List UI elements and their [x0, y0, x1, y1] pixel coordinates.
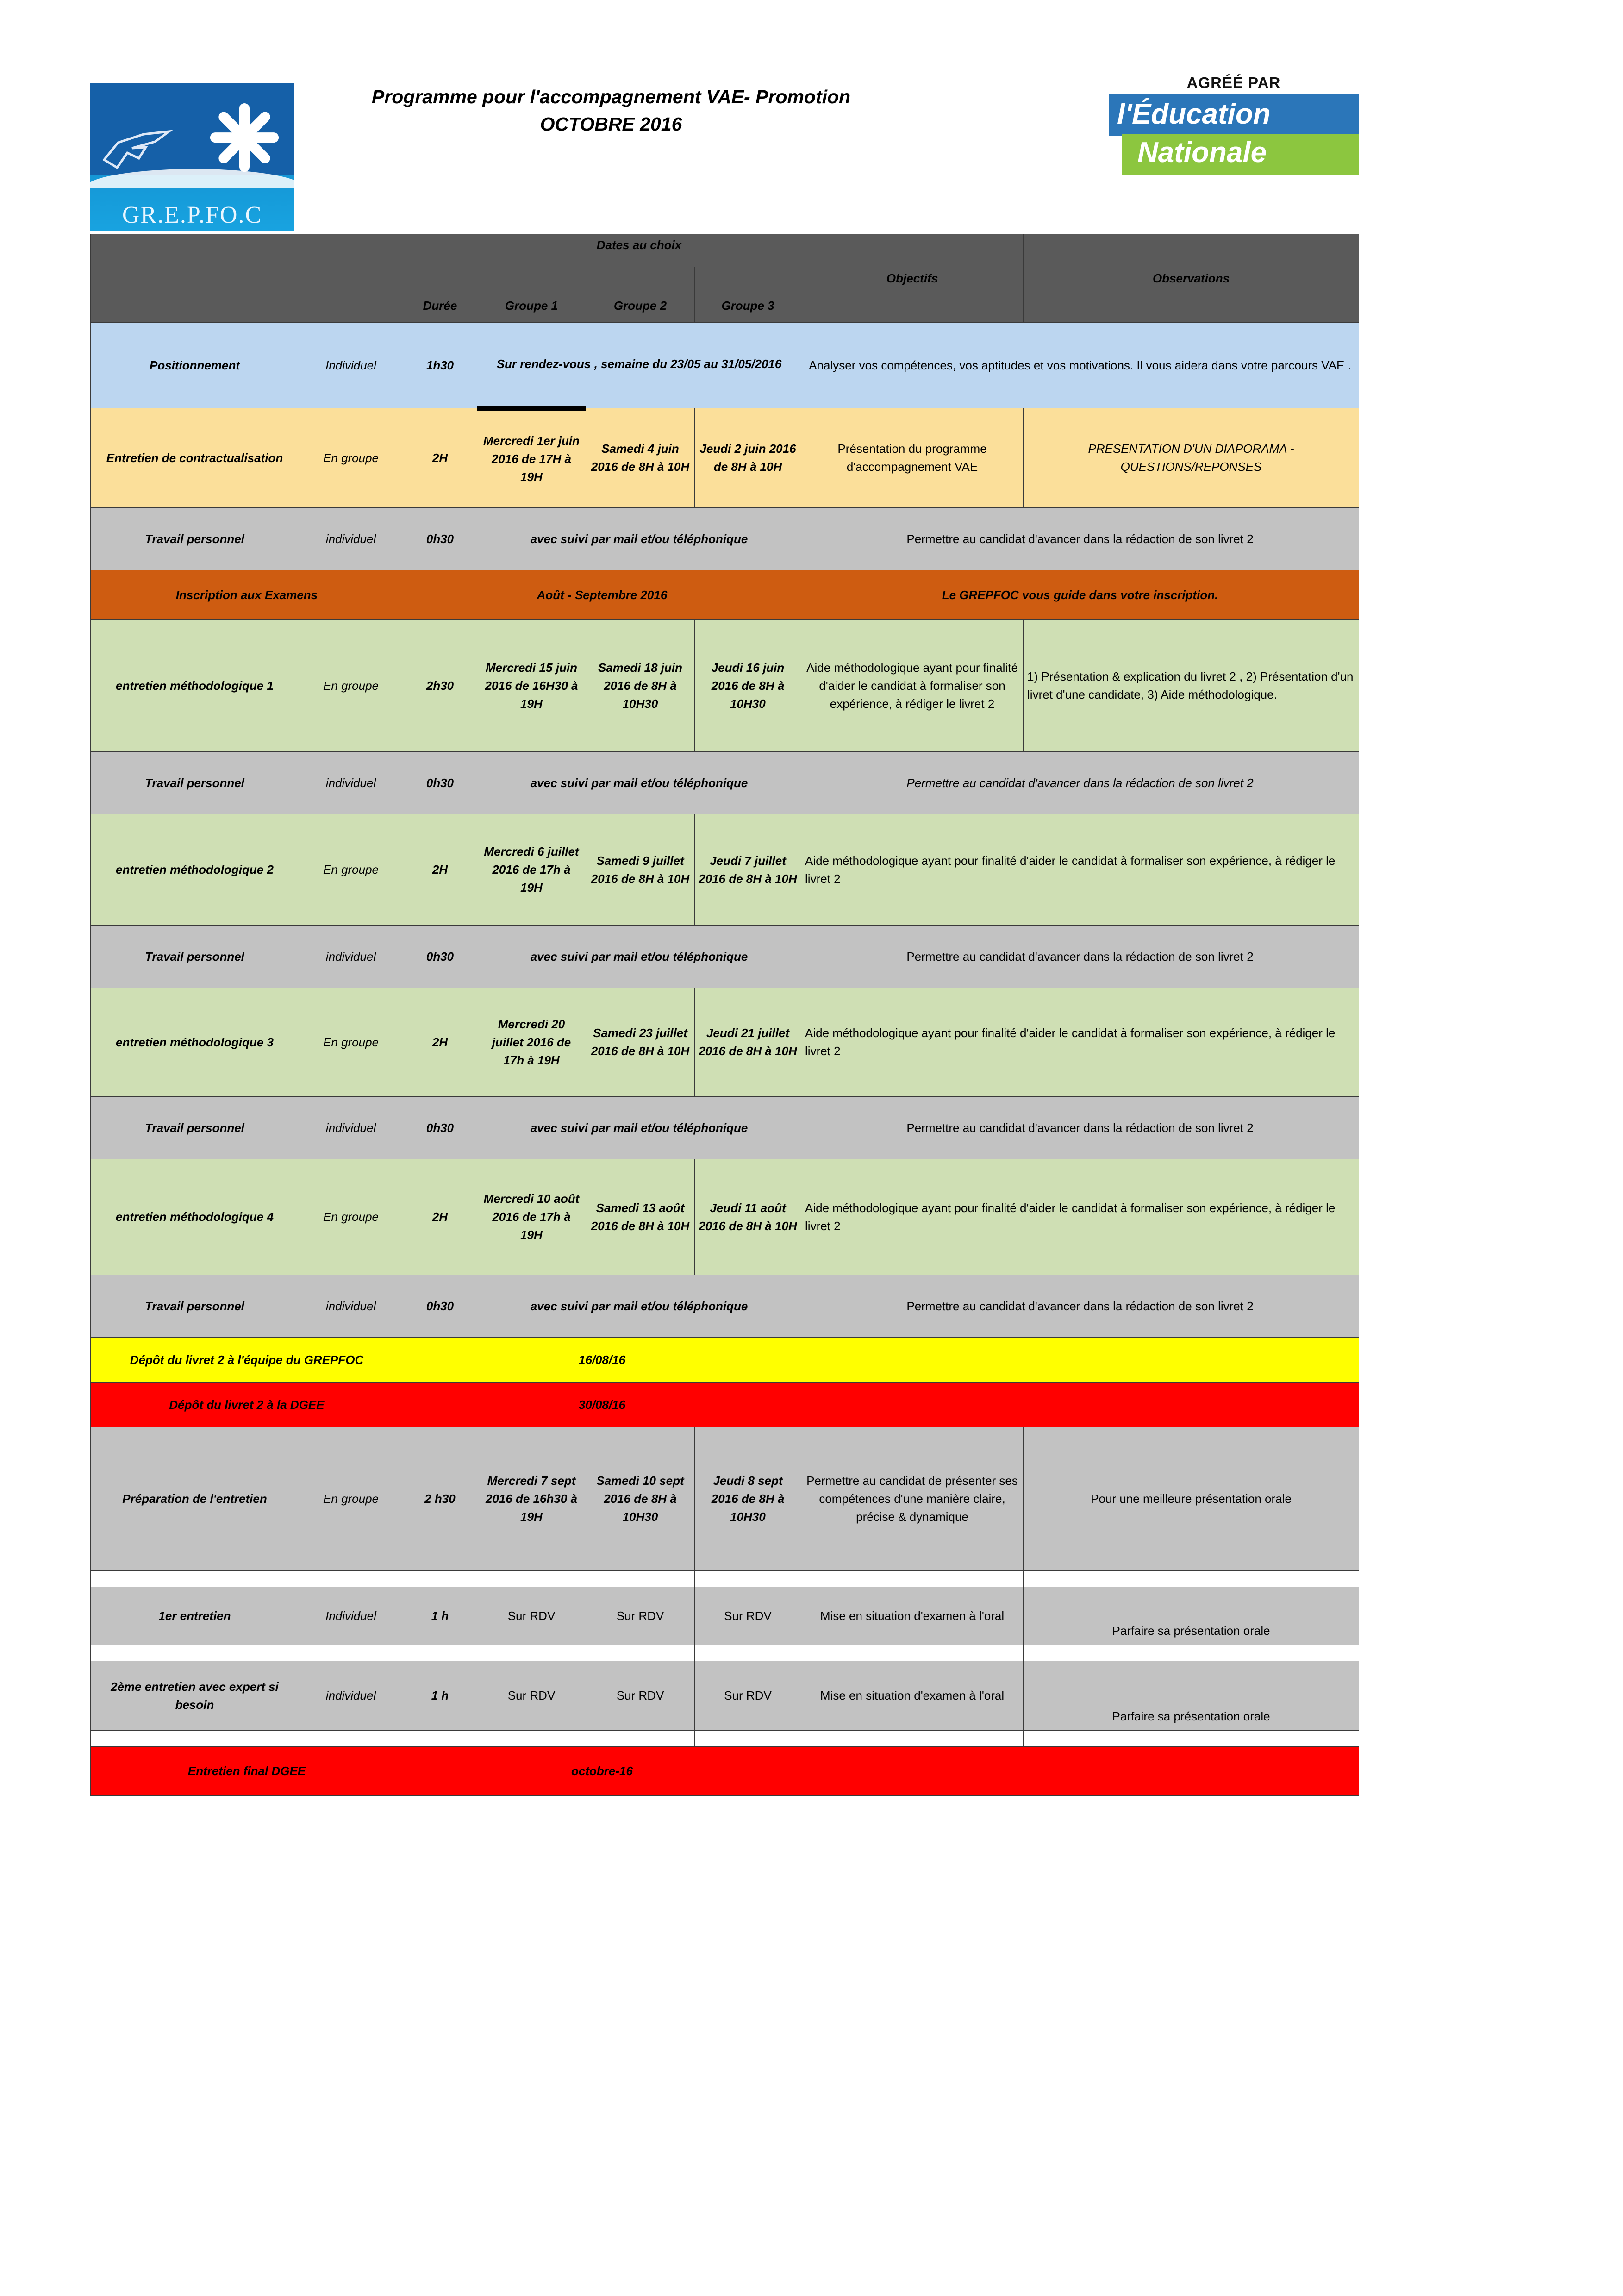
- row-dates-merged: 16/08/16: [403, 1338, 801, 1383]
- table-row: [91, 926, 1359, 988]
- education-label: l'Éducation: [1109, 94, 1359, 136]
- row-groupe-3: Jeudi 11 août 2016 de 8H à 10H: [695, 1159, 801, 1275]
- row-groupe-2: Samedi 10 sept 2016 de 8H à 10H30: [586, 1427, 695, 1571]
- row-objectifs-merged: Permettre au candidat d'avancer dans la rédaction de son livret 2: [801, 508, 1359, 570]
- row-objectifs-merged: Permettre au candidat d'avancer dans la rédaction de son livret 2: [801, 752, 1359, 814]
- table-row: [91, 1097, 1359, 1159]
- spacer-row: [91, 1571, 1359, 1587]
- table-row: [91, 620, 1359, 752]
- row-label: Positionnement: [91, 323, 299, 408]
- row-label: 2ème entretien avec expert si besoin: [91, 1661, 299, 1731]
- row-groupe-2: Sur RDV: [586, 1587, 695, 1645]
- spacer-cell: [91, 1571, 299, 1587]
- spacer-cell: [403, 1571, 477, 1587]
- row-dates-merged: Août - Septembre 2016: [403, 570, 801, 620]
- row-label: entretien méthodologique 4: [91, 1159, 299, 1275]
- row-duree: 2 h30: [403, 1427, 477, 1571]
- spacer-cell: [586, 1645, 695, 1661]
- row-dates-merged: avec suivi par mail et/ou téléphonique: [477, 508, 801, 570]
- row-label: Travail personnel: [91, 926, 299, 988]
- row-groupe-3: Jeudi 2 juin 2016 de 8H à 10H: [695, 408, 801, 508]
- table-row: [91, 508, 1359, 570]
- row-label: entretien méthodologique 1: [91, 620, 299, 752]
- row-groupe-1: Mercredi 15 juin 2016 de 16H30 à 19H: [477, 620, 586, 752]
- spacer-cell: [477, 1731, 586, 1747]
- row-groupe-1: Sur RDV: [477, 1587, 586, 1645]
- row-groupe-3: Sur RDV: [695, 1661, 801, 1731]
- row-duree: 2H: [403, 1159, 477, 1275]
- row-mode: individuel: [299, 1097, 403, 1159]
- spacer-cell: [586, 1731, 695, 1747]
- row-duree: 0h30: [403, 926, 477, 988]
- table-row: [91, 752, 1359, 814]
- row-label: Dépôt du livret 2 à la DGEE: [91, 1383, 403, 1427]
- table-row: [91, 1159, 1359, 1275]
- row-mode: En groupe: [299, 1427, 403, 1571]
- spacer-cell: [801, 1645, 1024, 1661]
- row-groupe-2: Samedi 13 août 2016 de 8H à 10H: [586, 1159, 695, 1275]
- row-dates-merged: avec suivi par mail et/ou téléphonique: [477, 1275, 801, 1338]
- flower-icon: [210, 103, 279, 172]
- row-objectifs-merged: [801, 1747, 1359, 1796]
- spacer-cell: [1024, 1571, 1359, 1587]
- row-groupe-2: Sur RDV: [586, 1661, 695, 1731]
- row-dates-merged: octobre-16: [403, 1747, 801, 1796]
- row-groupe-2: Samedi 23 juillet 2016 de 8H à 10H: [586, 988, 695, 1097]
- table-body: [91, 323, 1359, 1796]
- table-row: [91, 1275, 1359, 1338]
- row-duree: 0h30: [403, 508, 477, 570]
- row-label: 1er entretien: [91, 1587, 299, 1645]
- row-duree: 2h30: [403, 620, 477, 752]
- row-groupe-1: Mercredi 1er juin 2016 de 17H à 19H: [477, 408, 586, 508]
- spacer-cell: [299, 1645, 403, 1661]
- row-label: Entretien de contractualisation: [91, 408, 299, 508]
- grepfoc-logo: [90, 83, 294, 231]
- row-observations: PRESENTATION D'UN DIAPORAMA - QUESTIONS/REPONSES: [1024, 408, 1359, 508]
- table-row: [91, 1661, 1359, 1731]
- row-duree: 2H: [403, 988, 477, 1097]
- row-label: entretien méthodologique 3: [91, 988, 299, 1097]
- row-dates-merged: 30/08/16: [403, 1383, 801, 1427]
- row-objectifs-merged: Aide méthodologique ayant pour finalité d'aider le candidat à formaliser son expérience, à rédiger le livret 2: [801, 814, 1359, 926]
- row-dates-merged: avec suivi par mail et/ou téléphonique: [477, 926, 801, 988]
- row-groupe-3: Jeudi 8 sept 2016 de 8H à 10H30: [695, 1427, 801, 1571]
- row-groupe-1: Mercredi 7 sept 2016 de 16h30 à 19H: [477, 1427, 586, 1571]
- table-header: [91, 234, 1359, 323]
- row-mode: En groupe: [299, 814, 403, 926]
- row-groupe-3: Sur RDV: [695, 1587, 801, 1645]
- schedule-table: [90, 234, 1359, 1796]
- row-groupe-2: Samedi 9 juillet 2016 de 8H à 10H: [586, 814, 695, 926]
- row-objectifs: Aide méthodologique ayant pour finalité d'aider le candidat à formaliser son expérience, à rédiger le livret 2: [801, 620, 1024, 752]
- education-nationale-logo: [1109, 74, 1359, 222]
- row-label: Préparation de l'entretien: [91, 1427, 299, 1571]
- spacer-cell: [1024, 1645, 1359, 1661]
- row-observations: 1) Présentation & explication du livret 2 , 2) Présentation d'un livret d'une candidate, 3) Aide méthodologique.: [1024, 620, 1359, 752]
- row-label: Dépôt du livret 2 à l'équipe du GREPFOC: [91, 1338, 403, 1383]
- spacer-cell: [695, 1731, 801, 1747]
- row-label: Inscription aux Examens: [91, 570, 403, 620]
- table-row: [91, 570, 1359, 620]
- row-mode: individuel: [299, 926, 403, 988]
- spacer-row: [91, 1645, 1359, 1661]
- page-title: [308, 83, 914, 138]
- nationale-label: Nationale: [1122, 134, 1359, 175]
- row-objectifs-merged: Permettre au candidat d'avancer dans la rédaction de son livret 2: [801, 1097, 1359, 1159]
- row-mode: Individuel: [299, 323, 403, 408]
- spacer-cell: [299, 1571, 403, 1587]
- table-row: [91, 323, 1359, 408]
- table-header-row-top: [91, 234, 1359, 267]
- row-label: Travail personnel: [91, 752, 299, 814]
- header-objectifs: Objectifs: [801, 234, 1024, 323]
- row-objectifs-merged: Permettre au candidat d'avancer dans la rédaction de son livret 2: [801, 1275, 1359, 1338]
- spacer-cell: [586, 1571, 695, 1587]
- row-label: Travail personnel: [91, 508, 299, 570]
- spacer-cell: [477, 1571, 586, 1587]
- row-mode: En groupe: [299, 1159, 403, 1275]
- row-observations: Parfaire sa présentation orale: [1024, 1587, 1359, 1645]
- row-objectifs-merged: Le GREPFOC vous guide dans votre inscription.: [801, 570, 1359, 620]
- table-row: [91, 814, 1359, 926]
- row-duree: 1h30: [403, 323, 477, 408]
- row-groupe-1: Mercredi 10 août 2016 de 17h à 19H: [477, 1159, 586, 1275]
- row-dates-merged: avec suivi par mail et/ou téléphonique: [477, 752, 801, 814]
- row-groupe-1: Mercredi 20 juillet 2016 de 17h à 19H: [477, 988, 586, 1097]
- row-dates-merged: avec suivi par mail et/ou téléphonique: [477, 1097, 801, 1159]
- row-objectifs-merged: [801, 1338, 1359, 1383]
- spacer-cell: [695, 1571, 801, 1587]
- row-label: entretien méthodologique 2: [91, 814, 299, 926]
- spacer-cell: [695, 1645, 801, 1661]
- spacer-cell: [1024, 1731, 1359, 1747]
- row-mode: En groupe: [299, 988, 403, 1097]
- header-observations: Observations: [1024, 234, 1359, 323]
- title-line-2: OCTOBRE 2016: [540, 113, 682, 135]
- table-row: [91, 1338, 1359, 1383]
- row-observations: Parfaire sa présentation orale: [1024, 1661, 1359, 1731]
- bird-icon: [100, 116, 206, 176]
- header-blank-1: [91, 234, 299, 323]
- table-row: [91, 1587, 1359, 1645]
- row-mode: individuel: [299, 752, 403, 814]
- grepfoc-logo-text: GR.E.P.FO.C: [122, 202, 262, 228]
- spacer-cell: [91, 1731, 299, 1747]
- row-label: Entretien final DGEE: [91, 1747, 403, 1796]
- row-duree: 0h30: [403, 1097, 477, 1159]
- row-groupe-2: Samedi 4 juin 2016 de 8H à 10H: [586, 408, 695, 508]
- row-mode: En groupe: [299, 620, 403, 752]
- spacer-cell: [91, 1645, 299, 1661]
- row-mode: Individuel: [299, 1587, 403, 1645]
- row-groupe-1: Sur RDV: [477, 1661, 586, 1731]
- header-groupe-3: Groupe 3: [695, 267, 801, 323]
- row-mode: En groupe: [299, 408, 403, 508]
- row-objectifs-merged: Analyser vos compétences, vos aptitudes et vos motivations. Il vous aidera dans votre parcours VAE .: [801, 323, 1359, 408]
- row-groupe-3: Jeudi 7 juillet 2016 de 8H à 10H: [695, 814, 801, 926]
- header-duree: Durée: [403, 234, 477, 323]
- spacer-cell: [299, 1731, 403, 1747]
- row-mode: individuel: [299, 1661, 403, 1731]
- row-groupe-1: Mercredi 6 juillet 2016 de 17h à 19H: [477, 814, 586, 926]
- agree-par-label: AGRÉÉ PAR: [1186, 74, 1281, 91]
- row-objectifs-merged: Aide méthodologique ayant pour finalité d'aider le candidat à formaliser son expérience, à rédiger le livret 2: [801, 988, 1359, 1097]
- row-groupe-3: Jeudi 21 juillet 2016 de 8H à 10H: [695, 988, 801, 1097]
- row-objectifs-merged: Permettre au candidat d'avancer dans la rédaction de son livret 2: [801, 926, 1359, 988]
- row-objectifs: Mise en situation d'examen à l'oral: [801, 1661, 1024, 1731]
- row-groupe-3: Jeudi 16 juin 2016 de 8H à 10H30: [695, 620, 801, 752]
- row-mode: individuel: [299, 1275, 403, 1338]
- row-label: Travail personnel: [91, 1097, 299, 1159]
- document-header: [90, 74, 1359, 234]
- row-duree: 2H: [403, 814, 477, 926]
- row-objectifs: Présentation du programme d'accompagnement VAE: [801, 408, 1024, 508]
- row-duree: 1 h: [403, 1661, 477, 1731]
- row-duree: 1 h: [403, 1587, 477, 1645]
- spacer-cell: [801, 1731, 1024, 1747]
- row-groupe-2: Samedi 18 juin 2016 de 8H à 10H30: [586, 620, 695, 752]
- header-dates-au-choix: Dates au choix: [477, 234, 801, 267]
- row-duree: 0h30: [403, 1275, 477, 1338]
- spacer-cell: [403, 1645, 477, 1661]
- table-row: [91, 1427, 1359, 1571]
- row-observations: Pour une meilleure présentation orale: [1024, 1427, 1359, 1571]
- spacer-row: [91, 1731, 1359, 1747]
- row-dates-merged: Sur rendez-vous , semaine du 23/05 au 31/05/2016: [477, 323, 801, 408]
- row-objectifs-merged: [801, 1383, 1359, 1427]
- table-row: [91, 1383, 1359, 1427]
- table-row: [91, 1747, 1359, 1796]
- header-groupe-1: Groupe 1: [477, 267, 586, 323]
- row-objectifs: Mise en situation d'examen à l'oral: [801, 1587, 1024, 1645]
- row-duree: 2H: [403, 408, 477, 508]
- table-row: [91, 988, 1359, 1097]
- header-blank-2: [299, 234, 403, 323]
- row-label: Travail personnel: [91, 1275, 299, 1338]
- row-objectifs: Permettre au candidat de présenter ses compétences d'une manière claire, précise & dynamique: [801, 1427, 1024, 1571]
- title-line-1: Programme pour l'accompagnement VAE- Promotion: [371, 86, 851, 107]
- table-row: [91, 408, 1359, 508]
- spacer-cell: [403, 1731, 477, 1747]
- spacer-cell: [801, 1571, 1024, 1587]
- row-duree: 0h30: [403, 752, 477, 814]
- row-objectifs-merged: Aide méthodologique ayant pour finalité d'aider le candidat à formaliser son expérience, à rédiger le livret 2: [801, 1159, 1359, 1275]
- spacer-cell: [477, 1645, 586, 1661]
- row-mode: individuel: [299, 508, 403, 570]
- header-groupe-2: Groupe 2: [586, 267, 695, 323]
